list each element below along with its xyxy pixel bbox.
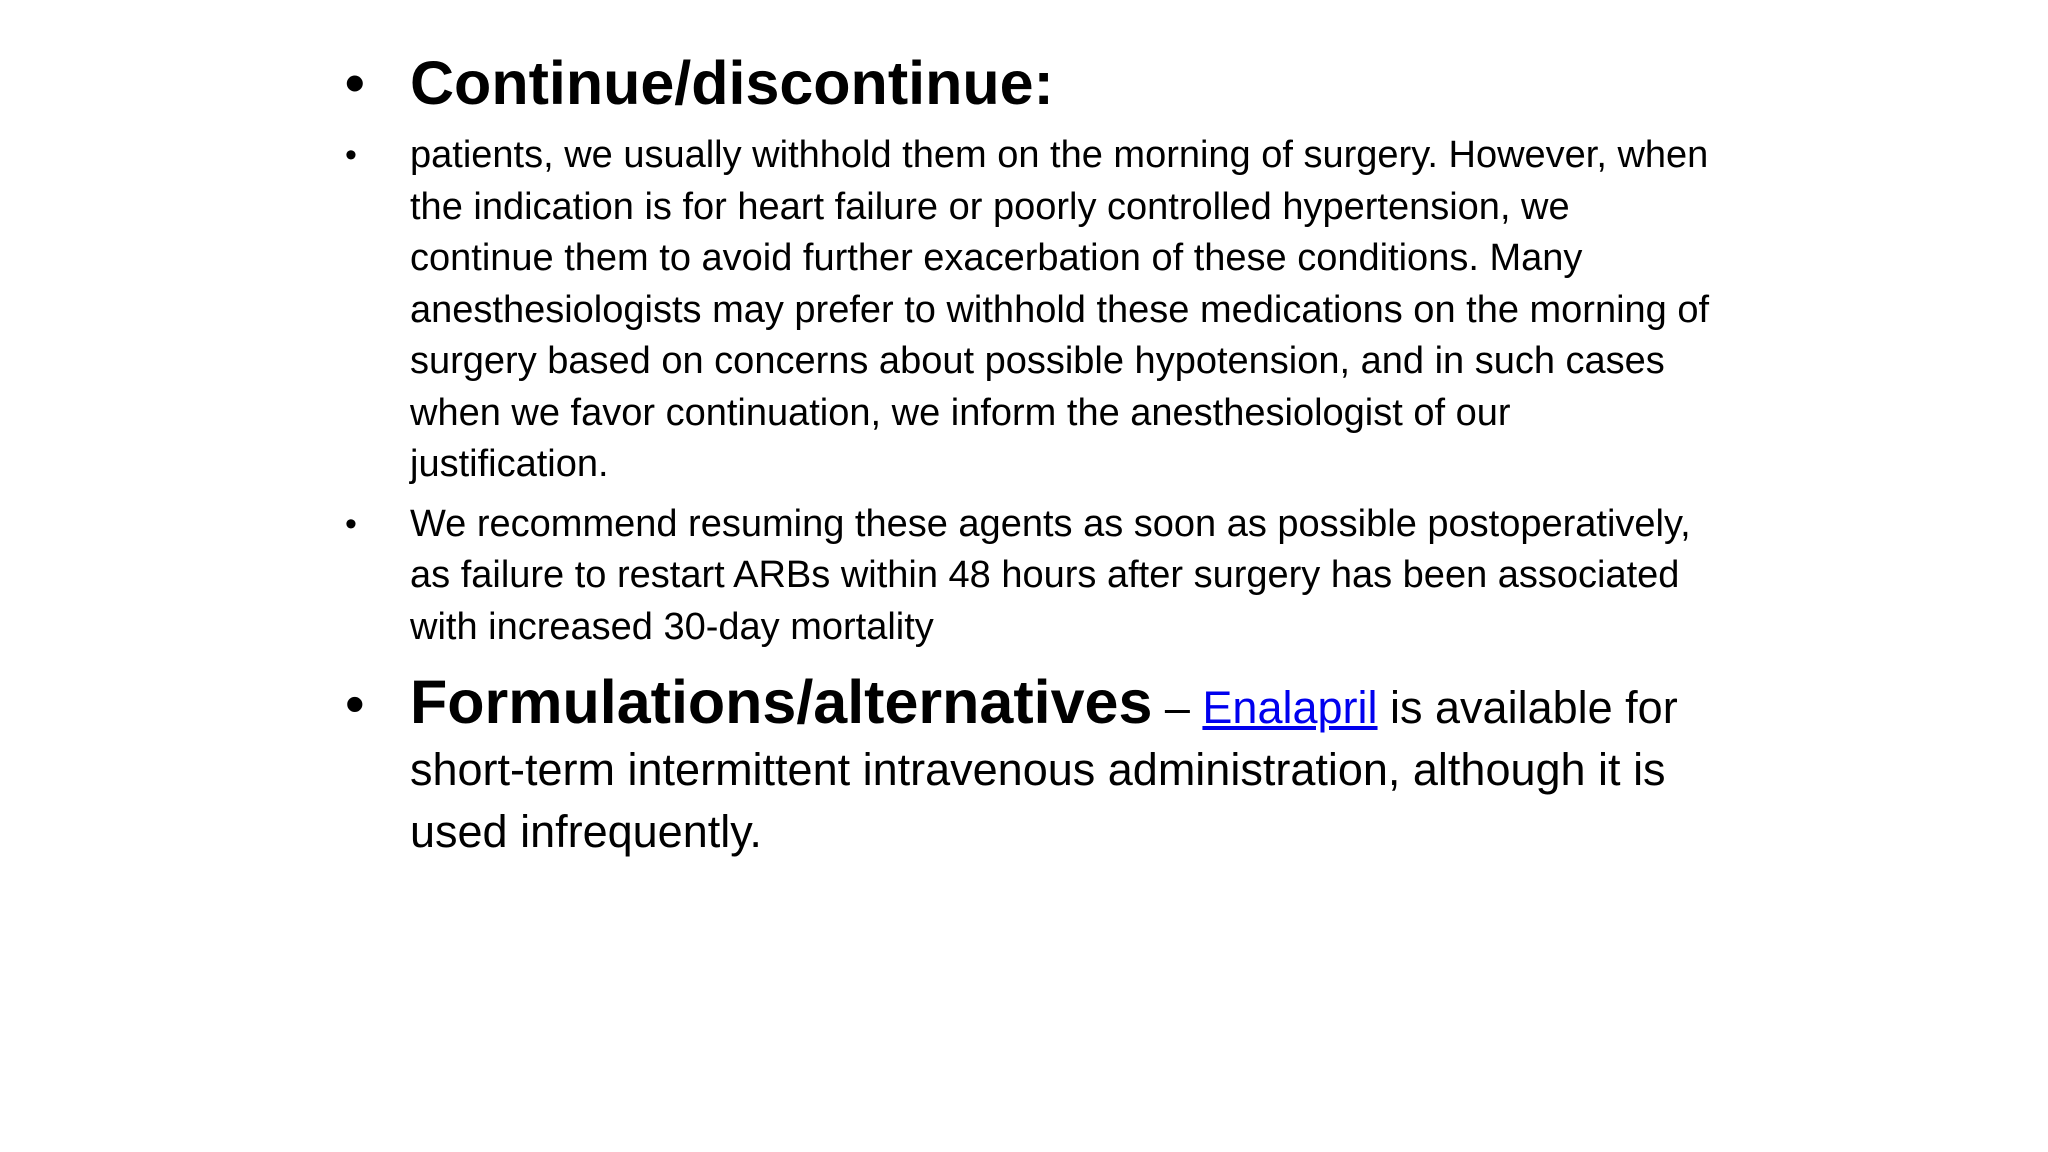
list-item-formulations [345, 668, 1715, 863]
bullet-list [345, 44, 1715, 863]
bullet-glyph: • [345, 504, 357, 543]
bullet-glyph: • [345, 672, 365, 735]
section-heading-continue-discontinue: Continue/discontinue: [410, 49, 1054, 117]
bullet-glyph: • [345, 51, 365, 114]
paragraph-resume: We recommend resuming these agents as soon as possible postoperatively, as failure to restart ARBs within 48 hours after surgery has been associated with increased 30-day mortality [410, 502, 1691, 648]
list-item-withhold-paragraph [345, 130, 1715, 491]
enalapril-link[interactable]: Enalapril [1202, 682, 1378, 733]
list-item-continue-discontinue [345, 44, 1715, 122]
section-heading-formulations: Formulations/alternatives [410, 668, 1153, 736]
paragraph-formulations: is available for short-term intermittent intravenous administration, although it is used infrequently. [410, 682, 1678, 857]
list-item-resume-paragraph [345, 499, 1715, 654]
bullet-glyph: • [345, 136, 357, 174]
heading-dash: – [1152, 682, 1203, 733]
paragraph-withhold: patients, we usually withhold them on the morning of surgery. However, when the indication is for heart failure or poorly controlled hypertension, we continue them to avoid further exacerbation of these conditions. Many anesthesiologists may prefer to withhold these medications on the morning of surgery based on concerns about possible hypotension, and in such cases when we favor continuation, we inform the anesthesiologist of our justification. [410, 134, 1710, 485]
